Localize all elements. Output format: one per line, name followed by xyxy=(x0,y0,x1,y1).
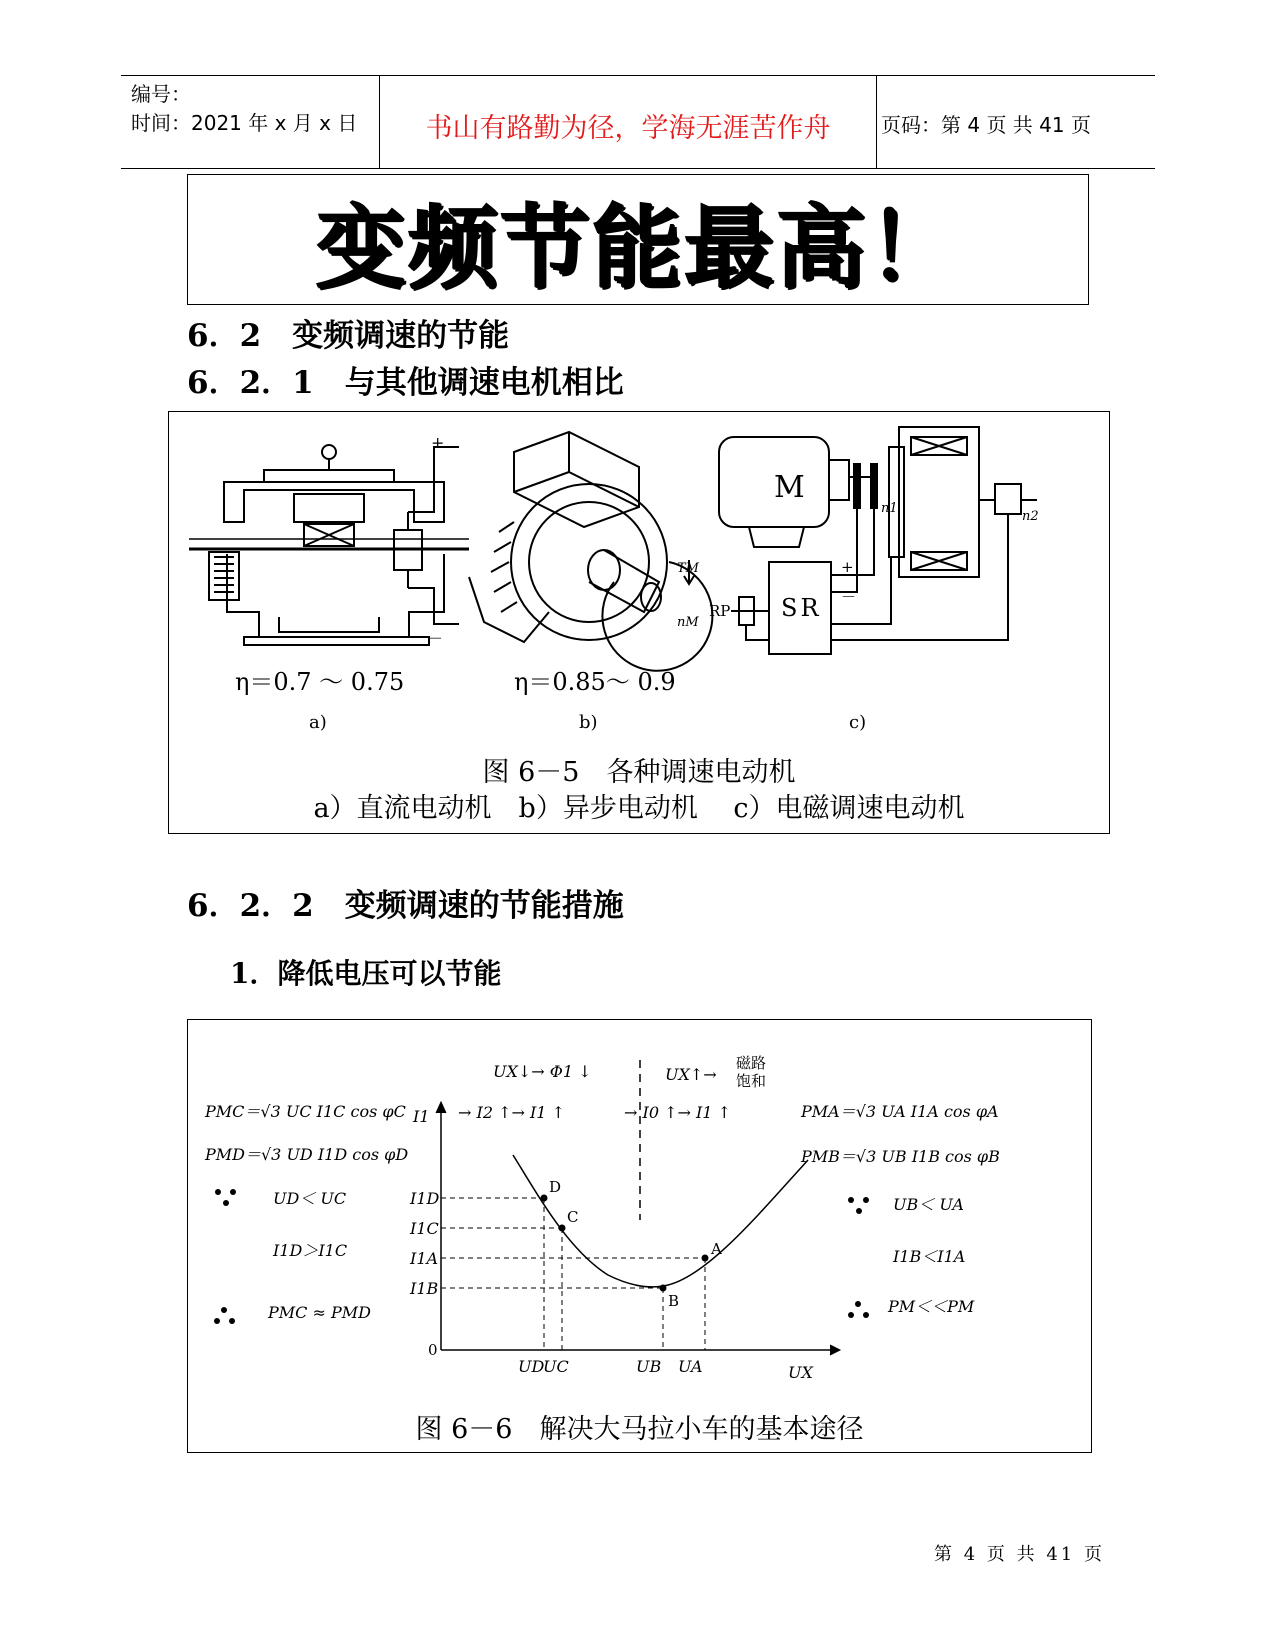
rel-i1d-i1c: I1D＞I1C xyxy=(273,1241,348,1260)
y-axis-label: I1 xyxy=(413,1107,430,1126)
section-heading-6-2: 6．2 变频调速的节能 xyxy=(187,318,510,354)
minus-sign: － xyxy=(841,588,857,606)
plus-sign: + xyxy=(841,558,854,576)
y-tick-i1d: I1D xyxy=(410,1189,440,1208)
header-page-info: 页码：第 4 页 共 41 页 xyxy=(881,113,1091,137)
figure-6-6-caption: 图 6－6 解决大马拉小车的基本途径 xyxy=(415,1414,864,1445)
y-tick-i1c: I1C xyxy=(410,1219,439,1238)
rel-i1b-i1a: I1B＜I1A xyxy=(893,1247,966,1266)
torque-label: TM xyxy=(677,561,699,576)
label-b: b) xyxy=(579,712,598,733)
eq-pmd: PMD＝√3 UD I1D cos φD xyxy=(205,1145,409,1164)
efficiency-a: η＝0.7 ～ 0.75 xyxy=(235,668,405,696)
minus-sign: － xyxy=(427,629,444,648)
header-motto: 书山有路勤为径，学海无涯苦作舟 xyxy=(425,113,831,144)
rel-ud-uc: UD＜ UC xyxy=(273,1189,347,1208)
curve-diagram xyxy=(188,1020,1091,1452)
top-left-relation-2: → I2 ↑→ I1 ↑ xyxy=(458,1103,565,1122)
y-tick-i1b: I1B xyxy=(410,1279,439,1298)
x-axis-label: UX xyxy=(788,1363,813,1382)
rel-pm: PM＜＜PM xyxy=(888,1297,975,1316)
figure-6-5-caption: 图 6－5 各种调速电动机 xyxy=(482,757,796,788)
header-divider xyxy=(876,76,877,168)
x-tick-ua: UA xyxy=(678,1357,703,1376)
page-header xyxy=(121,75,1155,169)
figure-6-5-subcaption: a）直流电动机 b）异步电动机 c）电磁调速电动机 xyxy=(313,793,965,824)
section-heading-6-2-1: 6．2．1 与其他调速电机相比 xyxy=(187,365,624,401)
top-left-relation-1: UX↓→ Φ1 ↓ xyxy=(493,1062,592,1081)
x-tick-uc: UC xyxy=(543,1357,569,1376)
saturation-label-2: 饱和 xyxy=(736,1072,767,1090)
item-heading-1: 1．降低电压可以节能 xyxy=(230,957,502,990)
eq-pmc: PMC＝√3 UC I1C cos φC xyxy=(205,1102,406,1121)
n1-label: n1 xyxy=(881,501,898,516)
motor-m-label: M xyxy=(774,470,805,505)
top-right-relation-2: → I0 ↑→ I1 ↑ xyxy=(624,1103,731,1122)
point-c: C xyxy=(567,1208,579,1226)
plus-sign: + xyxy=(431,433,445,452)
header-divider xyxy=(379,76,380,168)
title-text: 变频节能最高！ xyxy=(316,195,960,301)
figure-6-6 xyxy=(187,1019,1092,1453)
top-right-relation-1: UX↑→ xyxy=(665,1065,717,1084)
page-footer: 第 4 页 共 41 页 xyxy=(934,1544,1105,1565)
section-heading-6-2-2: 6．2．2 变频调速的节能措施 xyxy=(187,888,624,924)
title-banner xyxy=(187,174,1089,305)
rel-ub-ua: UB＜ UA xyxy=(893,1195,964,1214)
doc-number-label: 编号： xyxy=(131,82,191,106)
figure-6-5 xyxy=(168,411,1110,834)
date-line: 时间：2021 年 x 月 x 日 xyxy=(131,111,358,135)
point-a: A xyxy=(711,1240,722,1258)
header-info xyxy=(131,80,357,138)
saturation-label-1: 磁路 xyxy=(736,1054,767,1072)
y-tick-i1a: I1A xyxy=(410,1249,439,1268)
point-b: B xyxy=(668,1292,680,1310)
x-tick-ud: UD xyxy=(518,1357,545,1376)
efficiency-b: η＝0.85～ 0.9 xyxy=(514,668,676,696)
rel-pmc-pmd: PMC ≈ PMD xyxy=(268,1303,371,1322)
eq-pmb: PMB＝√3 UB I1B cos φB xyxy=(801,1147,1000,1166)
point-d: D xyxy=(549,1178,562,1196)
sr-label: SR xyxy=(781,594,822,622)
speed-label: nM xyxy=(677,615,699,630)
origin-label: 0 xyxy=(428,1341,438,1359)
label-a: a) xyxy=(309,712,327,733)
eq-pma: PMA＝√3 UA I1A cos φA xyxy=(801,1102,999,1121)
rp-label: RP xyxy=(709,602,731,620)
label-c: c) xyxy=(849,712,867,733)
n2-label: n2 xyxy=(1022,509,1039,524)
x-tick-ub: UB xyxy=(636,1357,662,1376)
